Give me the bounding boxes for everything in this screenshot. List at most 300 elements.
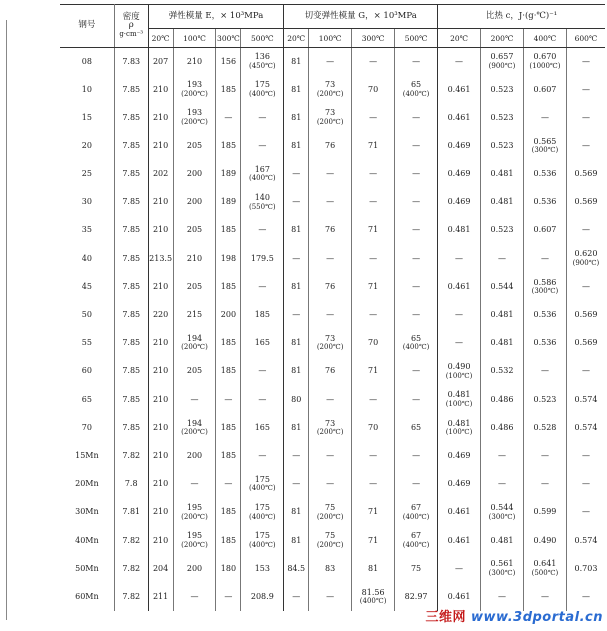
- temp-cell: 400℃: [523, 29, 566, 48]
- temp-cell: 20℃: [284, 29, 309, 48]
- table-cell: 0.481: [481, 527, 524, 555]
- table-cell: 185: [216, 499, 241, 527]
- temp-cell: 200℃: [481, 29, 524, 48]
- table-cell: —: [216, 470, 241, 498]
- table-cell: 210: [148, 442, 173, 470]
- table-cell: 7.81: [114, 499, 148, 527]
- table-cell: —: [395, 358, 438, 386]
- table-cell: 210: [148, 188, 173, 216]
- table-cell: 75 (200℃): [309, 527, 352, 555]
- table-cell: 73 (200℃): [309, 104, 352, 132]
- table-row: [60, 301, 605, 329]
- table-cell: —: [566, 358, 605, 386]
- table-cell: 0.469: [438, 442, 481, 470]
- table-cell: 67 (400℃): [395, 527, 438, 555]
- table-cell: —: [395, 245, 438, 273]
- table-cell: 165: [241, 329, 284, 357]
- table-row: [60, 245, 605, 273]
- table-cell: 165: [241, 414, 284, 442]
- table-cell: 60Mn: [75, 591, 99, 601]
- table-cell: —: [566, 442, 605, 470]
- table-cell: —: [309, 160, 352, 188]
- table-cell: —: [173, 386, 216, 414]
- table-cell: 0.523: [481, 132, 524, 160]
- table-cell: 0.461: [438, 583, 481, 611]
- table-cell: —: [309, 470, 352, 498]
- table-cell: —: [395, 217, 438, 245]
- table-cell: 0.569: [566, 188, 605, 216]
- table-cell: 0.569: [566, 301, 605, 329]
- table-cell: 7.85: [114, 245, 148, 273]
- table-cell: 200: [173, 188, 216, 216]
- temp-cell: 500℃: [395, 29, 438, 48]
- table-cell: 08: [81, 56, 92, 66]
- table-cell: 213.5: [148, 245, 173, 273]
- table-cell: —: [284, 470, 309, 498]
- header-elastic-modulus: 弹性模量 E，× 10³MPa: [148, 4, 284, 29]
- table-cell: 0.607: [523, 217, 566, 245]
- table-cell: 0.569: [566, 329, 605, 357]
- table-cell: —: [395, 386, 438, 414]
- watermark-url: www.3dportal.cn: [471, 610, 603, 625]
- table-cell: 76: [309, 132, 352, 160]
- table-cell: —: [216, 583, 241, 611]
- table-cell: 185: [241, 301, 284, 329]
- table-cell: 195 (200℃): [173, 527, 216, 555]
- table-cell: 50: [81, 310, 92, 320]
- table-cell: 70: [352, 329, 395, 357]
- table-row: [60, 442, 605, 470]
- temp-cell: 20℃: [148, 29, 173, 48]
- table-cell: 15: [81, 112, 92, 122]
- table-cell: 185: [216, 273, 241, 301]
- table-cell: —: [284, 583, 309, 611]
- table-cell: —: [481, 583, 524, 611]
- table-cell: 210: [148, 104, 173, 132]
- table-cell: 185: [216, 414, 241, 442]
- table-cell: 7.85: [114, 160, 148, 188]
- table-cell: 70: [352, 76, 395, 104]
- table-row: [60, 104, 605, 132]
- table-cell: 0.461: [438, 273, 481, 301]
- table-cell: 50Mn: [75, 563, 99, 573]
- table-cell: 81: [284, 104, 309, 132]
- table-cell: 202: [148, 160, 173, 188]
- table-cell: 136 (450℃): [241, 48, 284, 76]
- table-cell: 175 (400℃): [241, 499, 284, 527]
- table-cell: 7.85: [114, 301, 148, 329]
- table-cell: 71: [352, 273, 395, 301]
- table-cell: 82.97: [395, 583, 438, 611]
- table-cell: 205: [173, 132, 216, 160]
- table-row: [60, 160, 605, 188]
- table-cell: 210: [148, 527, 173, 555]
- table-cell: —: [352, 301, 395, 329]
- table-cell: 7.85: [114, 104, 148, 132]
- table-cell: 0.703: [566, 555, 605, 583]
- table-cell: 210: [148, 470, 173, 498]
- table-cell: —: [395, 104, 438, 132]
- table-cell: —: [352, 245, 395, 273]
- table-cell: —: [438, 48, 481, 76]
- table-cell: 193 (200℃): [173, 104, 216, 132]
- table-cell: 0.481: [481, 301, 524, 329]
- table-cell: —: [309, 583, 352, 611]
- table-cell: 0.523: [481, 76, 524, 104]
- table-cell: —: [481, 470, 524, 498]
- temp-cell: 100℃: [173, 29, 216, 48]
- table-cell: 200: [216, 301, 241, 329]
- table-cell: 7.85: [114, 386, 148, 414]
- table-cell: —: [241, 132, 284, 160]
- table-cell: —: [481, 442, 524, 470]
- table-cell: —: [241, 442, 284, 470]
- table-cell: 220: [148, 301, 173, 329]
- table-cell: 7.85: [114, 76, 148, 104]
- temp-cell: 600℃: [566, 29, 605, 48]
- table-row: [60, 386, 605, 414]
- table-cell: 207: [148, 48, 173, 76]
- table-cell: 81: [284, 499, 309, 527]
- table-cell: —: [241, 104, 284, 132]
- table-cell: 7.85: [114, 132, 148, 160]
- table-cell: 70: [352, 414, 395, 442]
- table-cell: 185: [216, 329, 241, 357]
- table-cell: 0.528: [523, 414, 566, 442]
- table-cell: 7.85: [114, 273, 148, 301]
- table-cell: —: [523, 104, 566, 132]
- table-header: [60, 4, 605, 48]
- table-cell: 0.469: [438, 470, 481, 498]
- table-cell: 7.85: [114, 414, 148, 442]
- table-cell: —: [352, 188, 395, 216]
- table-cell: 210: [148, 273, 173, 301]
- table-cell: 81: [284, 132, 309, 160]
- table-cell: 81: [284, 358, 309, 386]
- table-cell: 0.523: [481, 217, 524, 245]
- table-cell: 0.620 (900℃): [566, 245, 605, 273]
- table-cell: 55: [81, 338, 92, 348]
- table-cell: —: [395, 301, 438, 329]
- table-cell: 76: [309, 217, 352, 245]
- table-cell: 175 (400℃): [241, 470, 284, 498]
- temp-cell: 20℃: [438, 29, 481, 48]
- table-cell: 7.85: [114, 329, 148, 357]
- table-cell: —: [284, 160, 309, 188]
- table-cell: —: [566, 470, 605, 498]
- table-cell: 65 (400℃): [395, 329, 438, 357]
- table-cell: 0.574: [566, 414, 605, 442]
- table-cell: 210: [148, 132, 173, 160]
- table-cell: 65: [395, 414, 438, 442]
- table-cell: 0.486: [481, 414, 524, 442]
- table-cell: 7.82: [114, 583, 148, 611]
- table-cell: 0.544: [481, 273, 524, 301]
- table-cell: 0.544 (300℃): [481, 499, 524, 527]
- table-cell: 208.9: [241, 583, 284, 611]
- table-cell: —: [566, 217, 605, 245]
- table-cell: 40: [81, 253, 92, 263]
- table-cell: 81: [284, 329, 309, 357]
- table-row: [60, 273, 605, 301]
- table-cell: 195 (200℃): [173, 499, 216, 527]
- temp-cell: 500℃: [241, 29, 284, 48]
- table-cell: —: [395, 160, 438, 188]
- table-cell: 185: [216, 358, 241, 386]
- table-cell: 81: [284, 414, 309, 442]
- table-cell: —: [352, 48, 395, 76]
- table-cell: 7.85: [114, 188, 148, 216]
- table-cell: —: [523, 583, 566, 611]
- table-cell: —: [395, 188, 438, 216]
- table-cell: —: [352, 442, 395, 470]
- table-cell: 167 (400℃): [241, 160, 284, 188]
- table-cell: 198: [216, 245, 241, 273]
- table-cell: —: [173, 583, 216, 611]
- table-cell: —: [173, 470, 216, 498]
- table-row: [60, 48, 605, 76]
- table-cell: 7.83: [114, 48, 148, 76]
- table-cell: 0.536: [523, 160, 566, 188]
- table-cell: 73 (200℃): [309, 414, 352, 442]
- table-cell: —: [566, 273, 605, 301]
- table-cell: 7.8: [114, 470, 148, 498]
- table-cell: 179.5: [241, 245, 284, 273]
- table-cell: 140 (550℃): [241, 188, 284, 216]
- table-cell: 205: [173, 273, 216, 301]
- table-cell: —: [438, 555, 481, 583]
- table-cell: —: [241, 217, 284, 245]
- page-edge-line: [6, 20, 7, 620]
- temp-cell: 100℃: [309, 29, 352, 48]
- table-body: [60, 48, 605, 612]
- table-cell: —: [523, 358, 566, 386]
- temp-cell: 300℃: [352, 29, 395, 48]
- table-cell: 0.469: [438, 132, 481, 160]
- table-cell: 185: [216, 217, 241, 245]
- table-row: [60, 76, 605, 104]
- table-cell: —: [566, 76, 605, 104]
- table-cell: 0.469: [438, 160, 481, 188]
- table-cell: —: [241, 358, 284, 386]
- table-cell: 205: [173, 217, 216, 245]
- table-cell: —: [241, 386, 284, 414]
- table-cell: 0.490: [523, 527, 566, 555]
- table-cell: 0.536: [523, 329, 566, 357]
- table-cell: —: [284, 442, 309, 470]
- table-row: [60, 527, 605, 555]
- table-cell: 25: [81, 169, 92, 179]
- table-cell: 204: [148, 555, 173, 583]
- table-cell: —: [566, 132, 605, 160]
- table-cell: 71: [352, 527, 395, 555]
- table-cell: —: [352, 160, 395, 188]
- table-cell: 0.523: [481, 104, 524, 132]
- table-cell: 0.461: [438, 76, 481, 104]
- table-cell: 0.469: [438, 188, 481, 216]
- table-cell: 7.82: [114, 442, 148, 470]
- table-cell: —: [216, 104, 241, 132]
- table-cell: —: [309, 48, 352, 76]
- table-cell: 185: [216, 442, 241, 470]
- table-cell: 71: [352, 499, 395, 527]
- table-cell: 185: [216, 132, 241, 160]
- table-cell: 70: [81, 422, 92, 432]
- table-cell: 0.641 (500℃): [523, 555, 566, 583]
- table-cell: —: [309, 245, 352, 273]
- table-cell: 7.85: [114, 358, 148, 386]
- table-cell: 0.607: [523, 76, 566, 104]
- table-cell: 0.586 (300℃): [523, 273, 566, 301]
- table-cell: —: [481, 245, 524, 273]
- table-cell: 0.481: [481, 160, 524, 188]
- table-cell: —: [566, 499, 605, 527]
- table-cell: 156: [216, 48, 241, 76]
- table-cell: —: [284, 188, 309, 216]
- table-cell: 7.82: [114, 527, 148, 555]
- table-row: [60, 470, 605, 498]
- table-cell: 67 (400℃): [395, 499, 438, 527]
- table-cell: 81.56 (400℃): [352, 583, 395, 611]
- table-cell: 40Mn: [75, 535, 99, 545]
- table-cell: 81: [284, 76, 309, 104]
- table-cell: —: [566, 583, 605, 611]
- table-cell: —: [352, 470, 395, 498]
- table-cell: 0.574: [566, 527, 605, 555]
- temp-cell: 300℃: [216, 29, 241, 48]
- table-cell: 0.481: [438, 217, 481, 245]
- table-cell: 0.569: [566, 160, 605, 188]
- header-specific-heat: 比热 c，J·(g·℃)⁻¹: [438, 4, 605, 29]
- table-cell: 200: [173, 160, 216, 188]
- table-cell: 0.486: [481, 386, 524, 414]
- table-row: [60, 358, 605, 386]
- table-cell: 0.490 (100℃): [438, 358, 481, 386]
- header-steel-grade: 钢号: [60, 4, 114, 48]
- table-cell: 205: [173, 358, 216, 386]
- table-cell: 7.85: [114, 217, 148, 245]
- table-cell: 175 (400℃): [241, 527, 284, 555]
- table-cell: —: [395, 470, 438, 498]
- table-cell: 200: [173, 555, 216, 583]
- table-cell: —: [216, 386, 241, 414]
- table-cell: 200: [173, 442, 216, 470]
- table-cell: —: [309, 301, 352, 329]
- table-cell: 0.561 (300℃): [481, 555, 524, 583]
- table-cell: —: [309, 386, 352, 414]
- table-cell: 210: [148, 414, 173, 442]
- table-cell: 15Mn: [75, 450, 99, 460]
- table-cell: —: [566, 104, 605, 132]
- table-cell: 185: [216, 527, 241, 555]
- table-cell: —: [523, 442, 566, 470]
- table-cell: —: [395, 48, 438, 76]
- table-cell: 0.536: [523, 188, 566, 216]
- table-cell: 0.657 (900℃): [481, 48, 524, 76]
- header-density: 密度 ρ g·cm⁻³: [114, 4, 148, 48]
- table-cell: —: [523, 245, 566, 273]
- table-cell: —: [438, 245, 481, 273]
- table-cell: 83: [309, 555, 352, 583]
- table-cell: —: [395, 442, 438, 470]
- table-cell: 0.461: [438, 499, 481, 527]
- table-cell: 215: [173, 301, 216, 329]
- table-cell: 0.565 (300℃): [523, 132, 566, 160]
- table-cell: 153: [241, 555, 284, 583]
- table-cell: 210: [173, 245, 216, 273]
- table-cell: 81: [284, 527, 309, 555]
- table-cell: 81: [284, 217, 309, 245]
- table-cell: —: [566, 48, 605, 76]
- table-cell: 73 (200℃): [309, 76, 352, 104]
- table-cell: —: [284, 245, 309, 273]
- table-cell: 75: [395, 555, 438, 583]
- table-cell: 0.481: [481, 188, 524, 216]
- table-cell: —: [438, 301, 481, 329]
- table-cell: 71: [352, 217, 395, 245]
- table-cell: —: [284, 301, 309, 329]
- table-cell: 45: [81, 281, 92, 291]
- table-cell: 20Mn: [75, 479, 99, 489]
- table-cell: 180: [216, 555, 241, 583]
- table-cell: —: [352, 104, 395, 132]
- table-cell: 189: [216, 188, 241, 216]
- table-cell: 65 (400℃): [395, 76, 438, 104]
- table-cell: 30Mn: [75, 507, 99, 517]
- header-shear-modulus: 切变弹性模量 G，× 10³MPa: [284, 4, 438, 29]
- table-cell: 185: [216, 76, 241, 104]
- table-cell: 20: [81, 140, 92, 150]
- table-cell: 210: [148, 76, 173, 104]
- table-cell: 73 (200℃): [309, 329, 352, 357]
- table-cell: 193 (200℃): [173, 76, 216, 104]
- table-cell: —: [309, 188, 352, 216]
- table-cell: 81: [284, 48, 309, 76]
- table-cell: 0.599: [523, 499, 566, 527]
- table-cell: 76: [309, 273, 352, 301]
- steel-properties-table: [60, 4, 605, 611]
- table-cell: 71: [352, 132, 395, 160]
- table-row: [60, 188, 605, 216]
- table-row: [60, 329, 605, 357]
- table-cell: 81: [352, 555, 395, 583]
- table-cell: 210: [148, 358, 173, 386]
- table-cell: 210: [148, 386, 173, 414]
- table-cell: 194 (200℃): [173, 329, 216, 357]
- watermark-cn: 三维网: [425, 610, 466, 625]
- table-row: [60, 217, 605, 245]
- table-cell: 194 (200℃): [173, 414, 216, 442]
- table-row: [60, 555, 605, 583]
- table-cell: 210: [148, 329, 173, 357]
- table-cell: —: [438, 329, 481, 357]
- table-cell: —: [352, 386, 395, 414]
- table-cell: 0.532: [481, 358, 524, 386]
- table-row: [60, 499, 605, 527]
- table-cell: 65: [81, 394, 92, 404]
- table-cell: 0.461: [438, 527, 481, 555]
- table-row: [60, 414, 605, 442]
- table-cell: 189: [216, 160, 241, 188]
- table-cell: 0.536: [523, 301, 566, 329]
- table-cell: 211: [148, 583, 173, 611]
- table-cell: 0.481 (100℃): [438, 414, 481, 442]
- table-cell: 81: [284, 273, 309, 301]
- table-cell: 0.574: [566, 386, 605, 414]
- table-row: [60, 132, 605, 160]
- table-cell: 0.670 (1000℃): [523, 48, 566, 76]
- table-cell: 10: [81, 84, 92, 94]
